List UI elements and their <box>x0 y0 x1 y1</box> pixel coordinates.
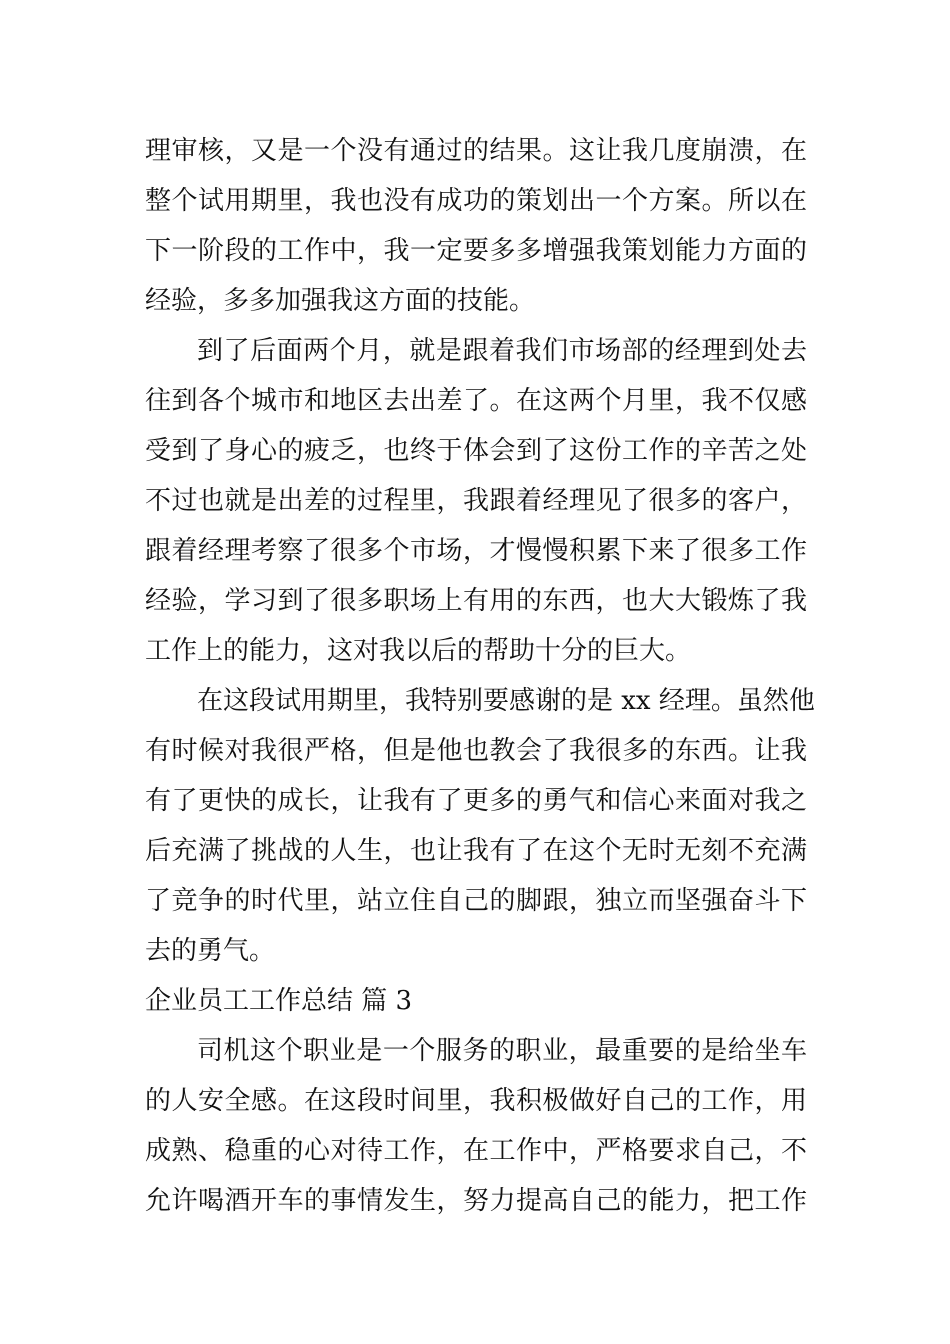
paragraph-2 <box>145 326 807 676</box>
text-line: 工作上的能力，这对我以后的帮助十分的巨大。 <box>145 636 692 666</box>
paragraph-1 <box>145 126 807 326</box>
text-line: 在这段试用期里，我特别要感谢的是 xx 经理。虽然他 <box>197 686 815 716</box>
text-line: 允许喝酒开车的事情发生，努力提高自己的能力，把工作 <box>145 1186 807 1216</box>
text-line: 到了后面两个月，就是跟着我们市场部的经理到处去 <box>197 336 807 366</box>
text-line: 去的勇气。 <box>145 936 276 966</box>
paragraph-4 <box>145 1026 807 1226</box>
text-line: 下一阶段的工作中，我一定要多多增强我策划能力方面的 <box>145 236 807 266</box>
text-line: 跟着经理考察了很多个市场，才慢慢积累下来了很多工作 <box>145 536 807 566</box>
text-line: 成熟、稳重的心对待工作，在工作中，严格要求自己，不 <box>145 1136 807 1166</box>
text-line: 受到了身心的疲乏，也终于体会到了这份工作的辛苦之处 <box>145 436 807 466</box>
section-heading: 企业员工工作总结 篇 3 <box>145 986 413 1016</box>
text-line: 往到各个城市和地区去出差了。在这两个月里，我不仅感 <box>145 386 807 416</box>
text-line: 有了更快的成长，让我有了更多的勇气和信心来面对我之 <box>145 786 807 816</box>
text-line: 不过也就是出差的过程里，我跟着经理见了很多的客户， <box>145 486 807 516</box>
document-body <box>145 126 815 1226</box>
text-line: 有时候对我很严格，但是他也教会了我很多的东西。让我 <box>145 736 807 766</box>
paragraph-3 <box>145 676 815 976</box>
text-line: 经验，学习到了很多职场上有用的东西，也大大锻炼了我 <box>145 586 807 616</box>
text-line: 的人安全感。在这段时间里，我积极做好自己的工作，用 <box>145 1086 807 1116</box>
text-line: 司机这个职业是一个服务的职业，最重要的是给坐车 <box>197 1036 807 1066</box>
text-line: 后充满了挑战的人生，也让我有了在这个无时无刻不充满 <box>145 836 807 866</box>
text-line: 经验，多多加强我这方面的技能。 <box>145 286 536 316</box>
text-line: 了竞争的时代里，站立住自己的脚跟，独立而坚强奋斗下 <box>145 886 807 916</box>
text-line: 整个试用期里，我也没有成功的策划出一个方案。所以在 <box>145 186 807 216</box>
text-line: 理审核，又是一个没有通过的结果。这让我几度崩溃，在 <box>145 136 807 166</box>
